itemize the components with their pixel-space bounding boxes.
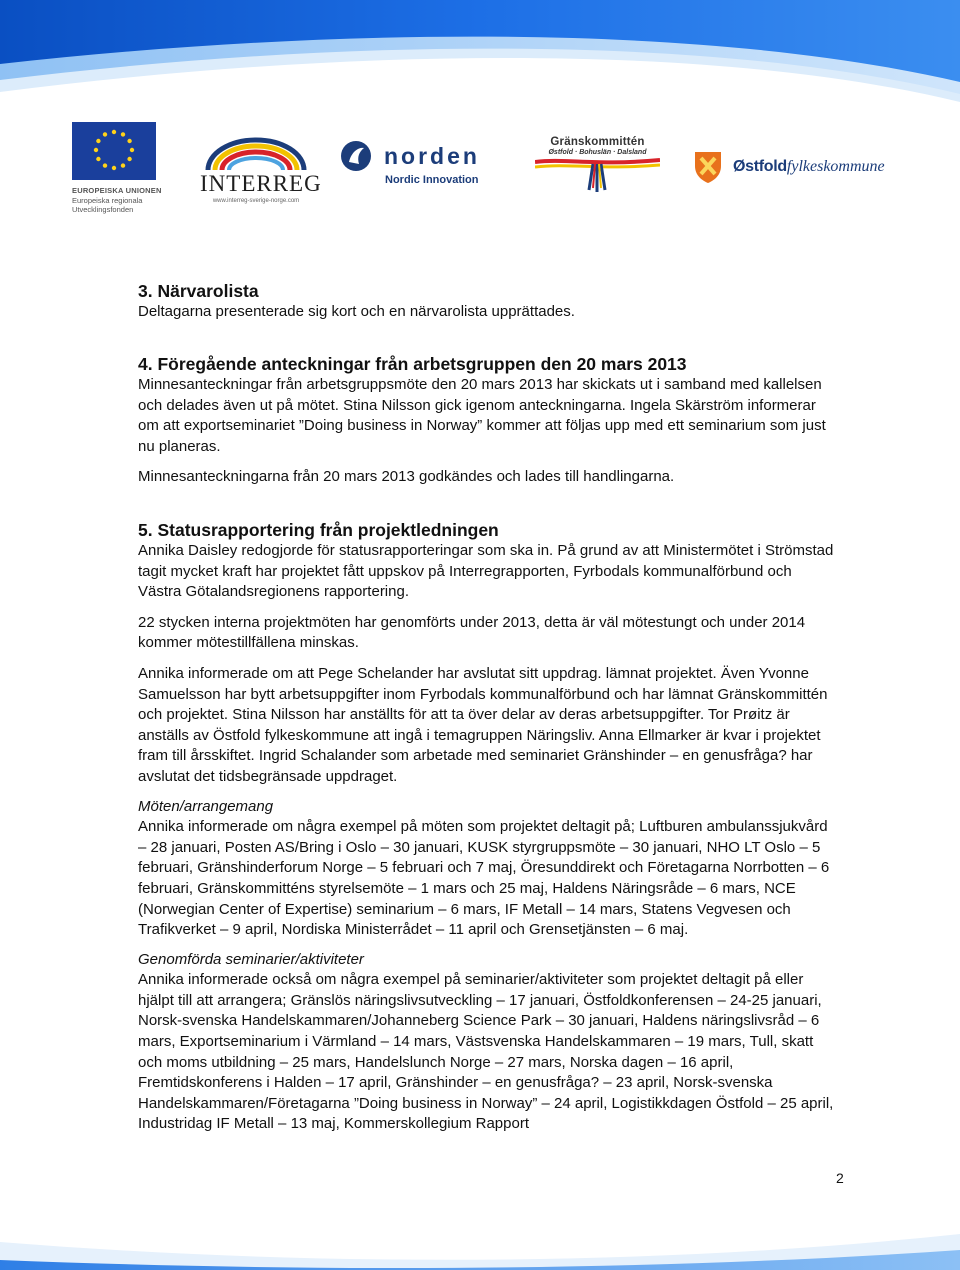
page-number: 2 <box>836 1170 844 1186</box>
subsection-heading-seminarier: Genomförda seminarier/aktiviteter <box>138 950 364 968</box>
interreg-url: www.interreg-sverige-norge.com <box>212 198 300 204</box>
section-paragraph: Minnesanteckningarna från 20 mars 2013 godkändes och lades till handlingarna. <box>138 468 675 486</box>
section-statusrapportering <box>138 519 838 1135</box>
section-foregaende-anteckningar <box>138 353 838 488</box>
eu-caption-line-1: EUROPEISKA UNIONEN <box>72 186 162 195</box>
footer-wave-decoration <box>0 1180 960 1270</box>
norden-wordmark: norden <box>384 142 480 169</box>
interreg-arc-icon <box>200 136 312 170</box>
section-heading: 5. Statusrapportering från projektledningen <box>138 520 499 540</box>
subsection-paragraph: Annika informerade om några exempel på möten som projektet deltagit på; Luftburen ambulanssjukvård – 28 januari, Posten AS/Bring i Oslo – 30 januari, KUSK styrgruppsmöte – 30 januari, NHO LT Oslo – 5 februari, Gränshinderforum Norge – 5 februari och 7 maj, Öresunddirekt och Företagarna Norrbotten – 6 februari, Gränskommitténs styrelsemöte – 1 mars och 25 maj, Haldens Näringsråde – 6 mars, NCE (Norwegian Center of Expertise) seminarium – 6 mars, IF Metall – 14 mars, Statens Vegvesen och Trafikverket – 9 april, Nordiska Ministerrådet – 11 april och Grensetjänsten – 6 maj. <box>138 818 830 939</box>
section-paragraph: 22 stycken interna projektmöten har genomförts under 2013, detta är väl mötestungt och under 2014 kommer mötestillfällena minskas. <box>138 613 806 652</box>
subsection-heading-moten: Möten/arrangemang <box>138 797 274 815</box>
norden-swan-icon <box>340 140 372 172</box>
granskommitten-wordmark: Gränskommittén <box>550 136 645 148</box>
section-paragraph: Annika informerade om att Pege Schelander har avslutat sitt uppdrag. lämnat projektet. Även Yvonne Samuelsson har bytt arbetsuppgifter inom Fyrbodals kommunalförbund och har lämnat Gränskommittén och projektet. Stina Nilsson har anställts för att ta över delar av deras arbetsuppgifter. Tor Prøitz är anställs av Östfold fylkeskommune att ingå i temagruppen Näringsliv. Anna Ellmarker är kvar i projektet fram till årsskiftet. Ingrid Schalander som arbetade med seminariet Gränshinder – en genusfråga? har avslutat det tidsbegränsade uppdraget. <box>138 664 828 785</box>
granskommitten-subtitle: Østfold · Bohuslän · Dalsland <box>548 149 647 156</box>
norden-subtitle: Nordic Innovation <box>385 174 479 186</box>
partner-logos <box>0 110 960 230</box>
section-paragraph: Deltagarna presenterade sig kort och en närvarolista upprättades. <box>138 303 575 320</box>
granskommitten-logo <box>535 136 660 197</box>
section-paragraph: Annika Daisley redogjorde för statusrapporteringar som ska in. På grund av att Ministermötet i Strömstad tagit mycket kraft har projektet fått uppskov på Interregrapporten, Fyrbodals kommunalförbund och Västra Götalandsregionens rapportering. <box>138 542 834 601</box>
eu-caption-line-3: Utvecklingsfonden <box>72 205 134 214</box>
eu-logo <box>72 122 172 215</box>
section-narvarolista <box>138 280 575 323</box>
section-paragraph: Minnesanteckningar från arbetsgruppsmöte den 20 mars 2013 har skickats ut i samband med kallelsen och delades även ut på mötet. Stina Nilsson gick igenom anteckningarna. Ingela Skärström informerar om att exportseminariet ”Doing business in Norway” kommer att följas upp med ett seminarium som just nu planeras. <box>138 376 826 455</box>
norden-logo <box>340 140 500 186</box>
ostfold-wordmark: Østfoldfylkeskommune <box>733 158 885 175</box>
section-heading: 4. Föregående anteckningar från arbetsgruppen den 20 mars 2013 <box>138 354 687 374</box>
eu-flag-icon <box>72 122 156 180</box>
granskommitten-ribbon-icon <box>535 156 660 192</box>
ostfold-logo <box>693 150 913 184</box>
subsection-paragraph: Annika informerade också om några exempel på seminarier/aktiviteter som projektet deltagit på eller hjälpt till att arrangera; Gränslös näringslivsutveckling – 17 januari, Östfoldkonferensen – 24-25 januari, Norsk-svenska Handelskammaren/Johanneberg Science Park – 30 januari, Haldens näringslivsråd – 6 mars, Exportseminarium i Värmland – 14 mars, Västsvenska Handelskammaren – 19 mars, Tull, skatt och moms utbildning – 25 mars, Handelslunch Norge – 27 mars, Norska dagen – 16 april, Fremtidskonferens i Halden – 17 april, Gränshinder – en genusfråga? – 23 april, Norsk-svenska Handelskammaren/Företagarna ”Doing business in Norway” – 24 april, Logistikkdagen Östfold – 25 april, Industridag IF Metall – 13 maj, Kommerskollegium Rapport <box>138 971 834 1133</box>
section-heading: 3. Närvarolista <box>138 281 259 301</box>
ostfold-shield-icon <box>693 150 723 184</box>
eu-caption-line-2: Europeiska regionala <box>72 195 143 205</box>
interreg-wordmark: INTERREG <box>200 171 322 196</box>
interreg-logo <box>200 136 322 204</box>
